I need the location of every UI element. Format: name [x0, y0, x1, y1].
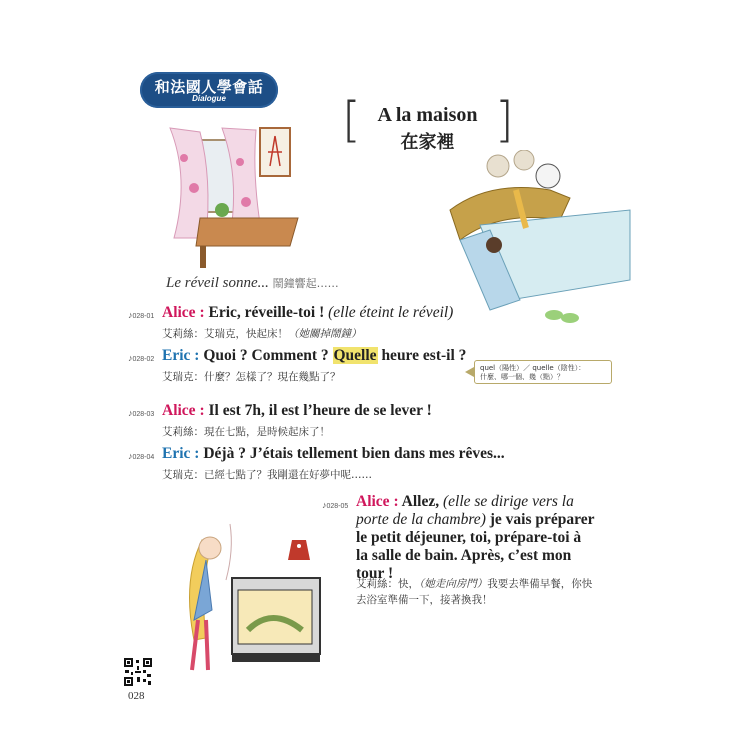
section-badge: [140, 72, 278, 108]
grammar-tip: quel（陽性）／ quelle（陰性）： 什麼、哪一個、幾（點）？: [474, 360, 612, 384]
dialogue-line-zh: 艾莉絲：快，（她走向房門）我要去準備早餐，你快去浴室準備一下，接著換我！: [356, 578, 593, 606]
bed-illustration: [430, 150, 640, 330]
badge-title: 和法國人學會話: [154, 78, 264, 96]
speaker-eric: Eric :: [162, 445, 200, 462]
speaker-eric: Eric :: [162, 347, 200, 364]
audio-track-label: ♪028-04: [128, 451, 155, 461]
dialogue-line-fr: Alice : Allez, (elle se dirige vers la porte de la chambre) je vais préparer le petit déjeuner, toi, prépare-toi à la salle de bain. Après, c’est mon tour !: [356, 493, 595, 582]
dialogue-line-fr: Eric : Quoi ? Comment ? Quelle heure est-il ?: [162, 347, 467, 364]
dialogue-line-fr: Alice : Il est 7h, il est l’heure de se lever !: [162, 402, 432, 419]
title-bracket-left: [: [342, 92, 361, 148]
dialogue-line-zh: 艾莉絲：艾瑞克，快起床！（她關掉鬧鐘）: [162, 328, 362, 340]
page-number: 028: [128, 690, 145, 702]
scene-intro-zh: 鬧鐘響起……: [272, 277, 339, 290]
dialogue-line-zh: 艾瑞克：什麼？怎樣了？現在幾點了？: [162, 371, 341, 383]
stage-direction: (elle éteint le réveil): [328, 304, 454, 321]
audio-track-label: ♪028-03: [128, 408, 155, 418]
tip-pointer: [465, 367, 474, 377]
scene-intro: [166, 275, 339, 292]
music-note-icon: ♪: [322, 500, 327, 510]
kitchen-illustration: [172, 520, 332, 680]
page-title-chinese: 在家裡: [400, 132, 455, 153]
audio-track-label: ♪028-05: [322, 500, 349, 510]
music-note-icon: ♪: [128, 353, 133, 363]
music-note-icon: ♪: [128, 451, 133, 461]
title-bracket-right: ]: [495, 92, 514, 148]
speaker-alice: Alice :: [162, 304, 205, 321]
window-illustration: [160, 118, 305, 268]
music-note-icon: ♪: [128, 310, 133, 320]
dialogue-line-zh: 艾莉絲：現在七點，是時候起床了！: [162, 426, 330, 438]
music-note-icon: ♪: [128, 408, 133, 418]
audio-track-label: ♪028-01: [128, 310, 155, 320]
dialogue-line-fr: Alice : Eric, réveille-toi ! (elle éteint le réveil): [162, 304, 454, 321]
badge-subtitle: Dialogue: [192, 94, 226, 103]
speaker-alice: Alice :: [162, 402, 205, 419]
scene-intro-fr: Le réveil sonne...: [166, 275, 269, 291]
qr-code[interactable]: [123, 657, 153, 687]
speaker-alice: Alice :: [356, 493, 399, 510]
highlighted-word: Quelle: [333, 347, 377, 364]
audio-track-label: ♪028-02: [128, 353, 155, 363]
dialogue-line-fr: Eric : Déjà ? J’étais tellement bien dans mes rêves...: [162, 445, 505, 462]
page-title: A la maison: [377, 104, 478, 126]
dialogue-line-zh: 艾瑞克：已經七點了？我剛還在好夢中呢……: [162, 469, 372, 481]
stage-direction: (elle se dirige vers la porte de la chambre): [356, 493, 574, 528]
